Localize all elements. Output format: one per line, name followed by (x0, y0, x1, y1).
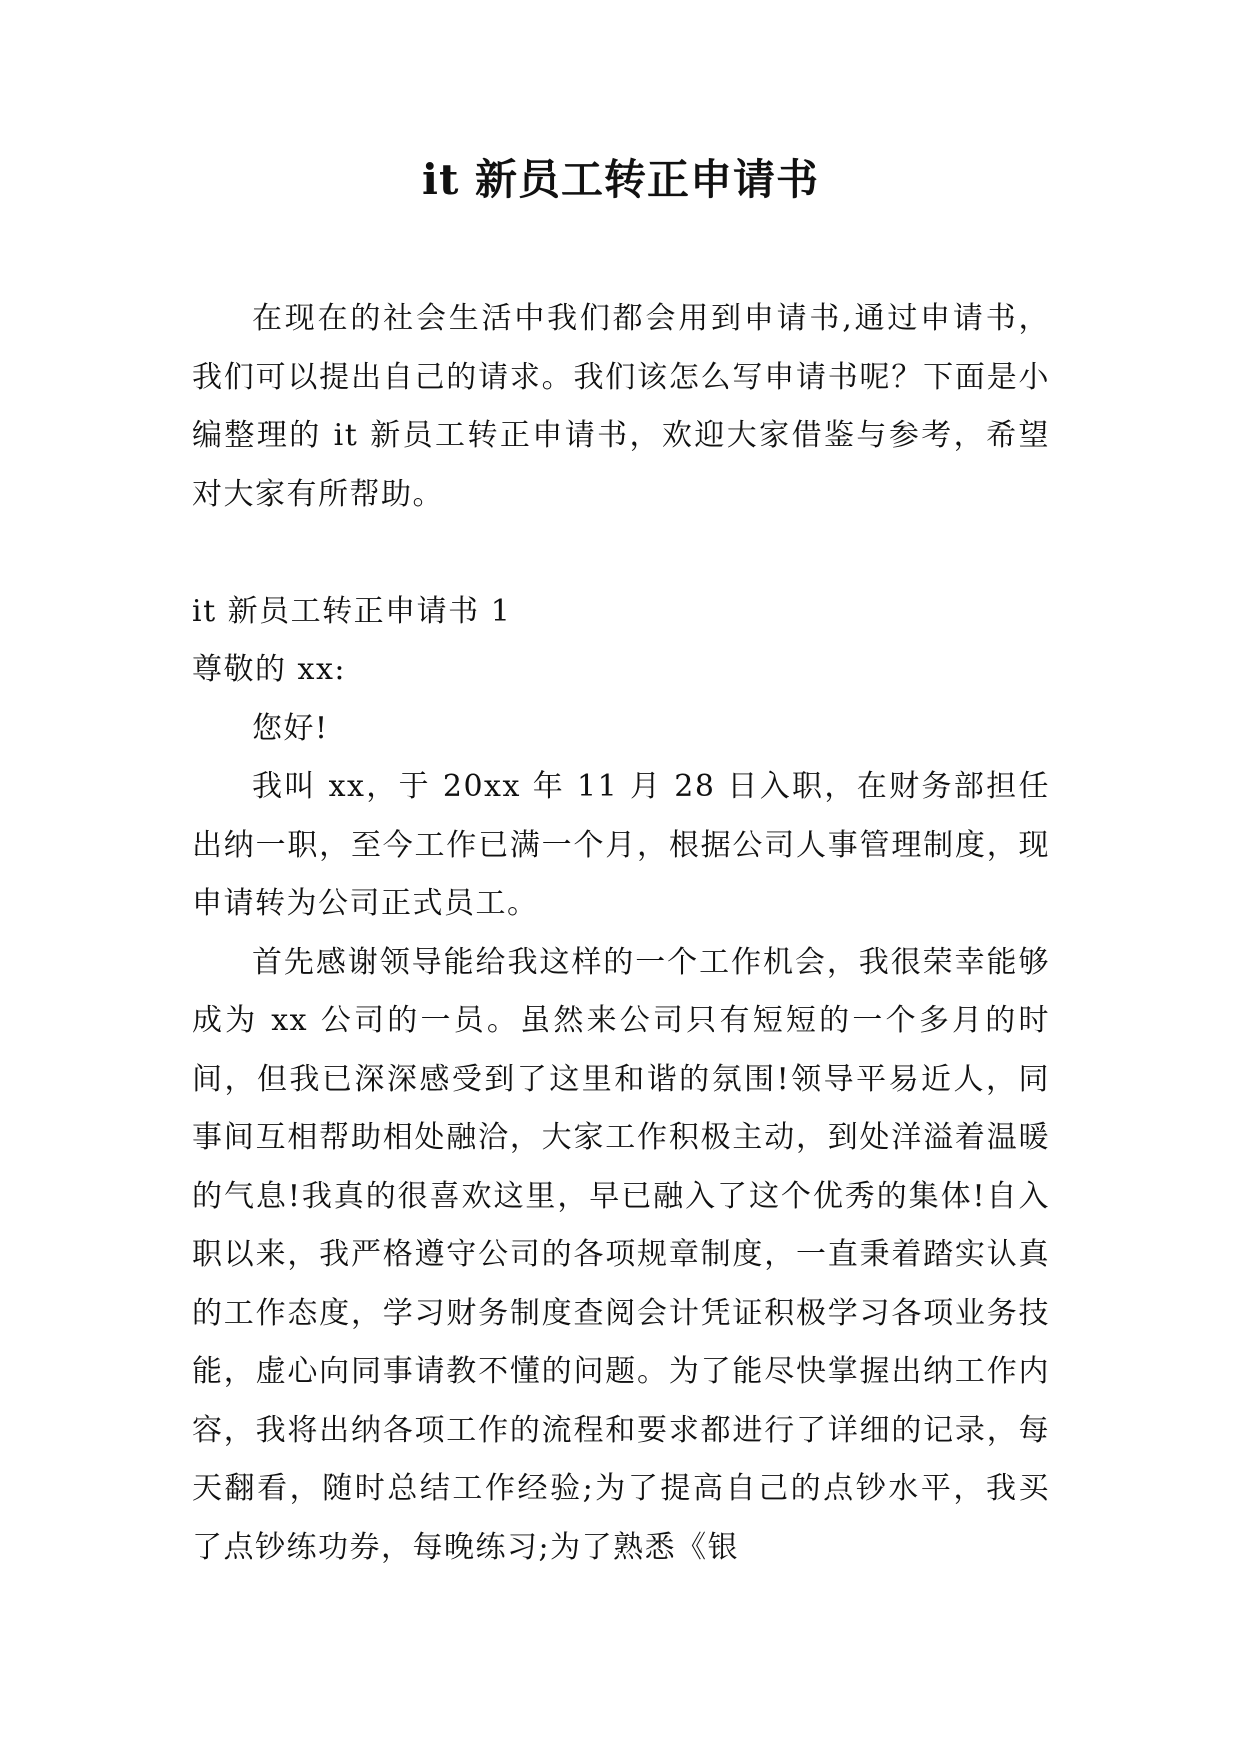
document-body (192, 290, 1050, 1577)
salutation: 尊敬的 xx: (192, 652, 346, 687)
paragraph-gap (192, 524, 1050, 583)
document-title: it 新员工转正申请书 (422, 155, 819, 204)
section-heading: it 新员工转正申请书 1 (192, 593, 512, 629)
greeting: 您好! (252, 710, 329, 746)
body-paragraph-1: 我叫 xx，于 20xx 年 11 月 28 日入职，在财务部担任出纳一职，至今工作已满一个月，根据公司人事管理制度，现申请转为公司正式员工。 (192, 769, 1050, 921)
intro-paragraph: 在现在的社会生活中我们都会用到申请书,通过申请书，我们可以提出自己的请求。我们该怎么写申请书呢？下面是小编整理的 it 新员工转正申请书，欢迎大家借鉴与参考，希望对大家有所帮助。 (192, 301, 1050, 512)
body-paragraph-2: 首先感谢领导能给我这样的一个工作机会，我很荣幸能够成为 xx 公司的一员。虽然来公司只有短短的一个多月的时间，但我已深深感受到了这里和谐的氛围!领导平易近人，同事间互相帮助相处融洽，大家工作积极主动，到处洋溢着温暖的气息!我真的很喜欢这里，早已融入了这个优秀的集体!自入职以来，我严格遵守公司的各项规章制度，一直秉着踏实认真的工作态度，学习财务制度查阅会计凭证积极学习各项业务技能，虚心向同事请教不懂的问题。为了能尽快掌握出纳工作内容，我将出纳各项工作的流程和要求都进行了详细的记录，每天翻看，随时总结工作经验;为了提高自己的点钞水平，我买了点钞练功券，每晚练习;为了熟悉《银 (192, 944, 1050, 1565)
